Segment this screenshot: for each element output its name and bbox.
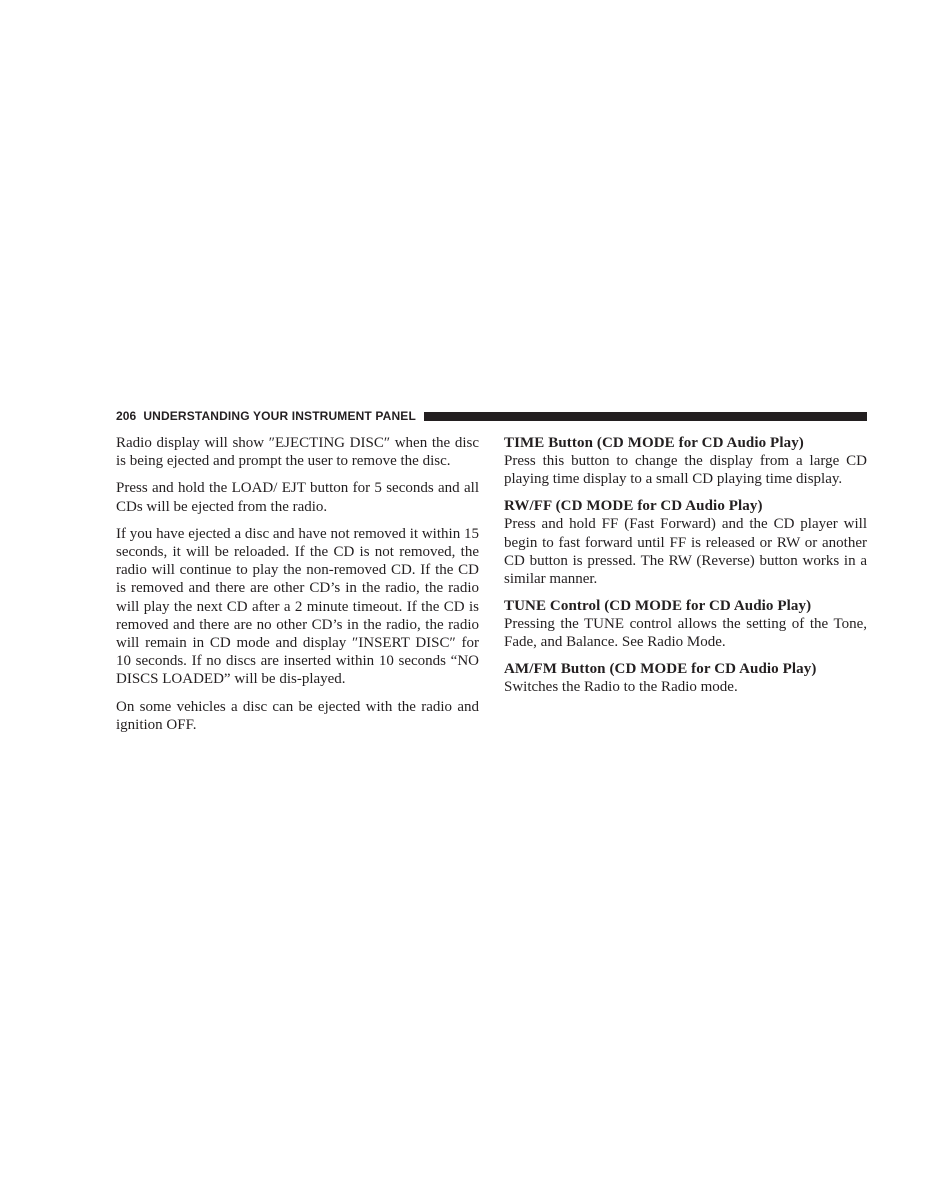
paragraph-ejecting-display: Radio display will show ″EJECTING DISC″ when the disc is being ejected and prompt the user to remove the disc.: [116, 435, 479, 470]
section-body: Press this button to change the display from a large CD playing time display to a small CD playing time display.: [504, 453, 867, 488]
right-column: [504, 434, 867, 705]
left-column: [116, 434, 479, 743]
section-am-fm-button: [504, 660, 867, 696]
page-number: 206: [116, 409, 137, 423]
paragraph-reload-behavior: If you have ejected a disc and have not removed it within 15 seconds, it will be reloaded. If the CD is not removed, the radio will continue to play the non-removed CD. If the CD is removed and there are other CD’s in the radio, the radio will play the next CD after a 2 minute timeout. If the CD is removed and there are no other CD’s in the radio, the radio will remain in CD mode and display ″INSERT DISC″ for 10 seconds. If no discs are inserted within 10 seconds “NO DISCS LOADED” will be dis-played.: [116, 525, 479, 688]
header-rule: [424, 412, 867, 421]
page-header: [116, 409, 867, 423]
section-time-button: [504, 434, 867, 489]
paragraph-load-eject: Press and hold the LOAD/ EJT button for 5 seconds and all CDs will be ejected from the radio.: [116, 480, 479, 515]
section-title: UNDERSTANDING YOUR INSTRUMENT PANEL: [143, 409, 416, 423]
section-body: Pressing the TUNE control allows the setting of the Tone, Fade, and Balance. See Radio Mode.: [504, 615, 867, 651]
paragraph-ignition-off: On some vehicles a disc can be ejected with the radio and ignition OFF.: [116, 698, 479, 733]
section-tune-control: [504, 597, 867, 652]
section-heading: RW/FF (CD MODE for CD Audio Play): [504, 498, 763, 515]
section-body: Switches the Radio to the Radio mode.: [504, 678, 738, 695]
section-heading: TIME Button (CD MODE for CD Audio Play): [504, 435, 804, 451]
section-rw-ff: [504, 497, 867, 588]
section-heading: TUNE Control (CD MODE for CD Audio Play): [504, 597, 812, 614]
section-body: Press and hold FF (Fast Forward) and the CD player will begin to fast forward until FF is released or RW or another CD button is pressed. The RW (Reverse) button works in a similar manner.: [504, 516, 867, 587]
section-heading: AM/FM Button (CD MODE for CD Audio Play): [504, 660, 817, 677]
